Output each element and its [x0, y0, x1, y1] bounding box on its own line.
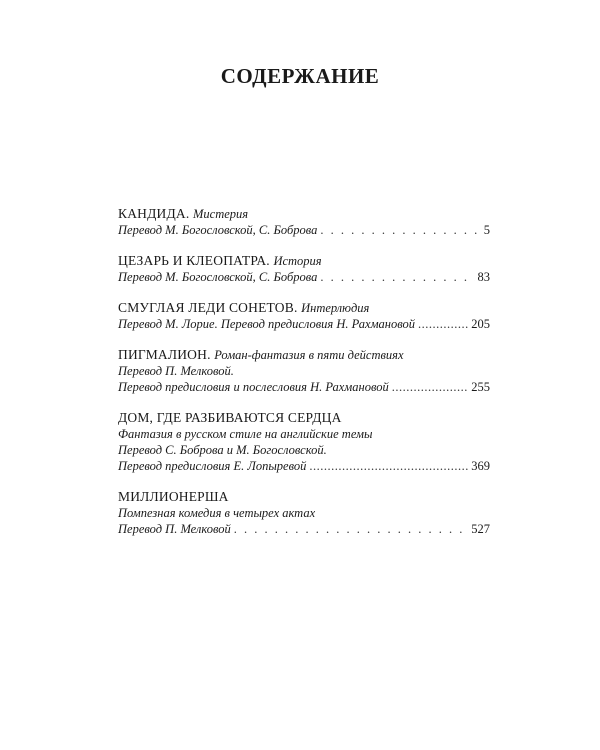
entry-translator-line: Перевод С. Боброва и М. Богословской. [118, 443, 327, 457]
toc-entry-dark-lady-of-the-sonnets[interactable] [118, 300, 490, 332]
entry-translator: Перевод М. Лорие. Перевод предисловия Н. Рахмановой [118, 317, 416, 331]
entry-translator-line: Перевод П. Мелковой. [118, 364, 234, 378]
entry-subtitle-line: Фантазия в русском стиле на английские темы [118, 427, 373, 441]
entry-translator: Перевод предисловия и послесловия Н. Рахмановой [118, 380, 389, 394]
toc-entry-pygmalion[interactable] [118, 347, 490, 395]
entry-translator: Перевод предисловия Е. Лопыревой [118, 459, 307, 473]
entry-translation-line [118, 521, 490, 537]
dot-leader [320, 269, 474, 285]
entry-title: ЦЕЗАРЬ И КЛЕОПАТРА. [118, 253, 270, 268]
dot-leader [309, 458, 468, 474]
entry-translator: Перевод М. Богословской, С. Боброва [118, 223, 318, 237]
entry-title-line [118, 300, 490, 316]
dot-leader [320, 222, 480, 238]
entry-subtitle: История [273, 254, 322, 268]
entry-page-number: 255 [471, 380, 490, 394]
entry-title-line [118, 489, 490, 505]
entry-subtitle: Роман-фантазия в пяти действиях [214, 348, 404, 362]
contents-heading: СОДЕРЖАНИЕ [220, 64, 380, 88]
entry-title: КАНДИДА. [118, 206, 190, 221]
entry-translation-line [118, 316, 490, 332]
entry-translator: Перевод М. Богословской, С. Боброва [118, 270, 318, 284]
toc-entry-heartbreak-house[interactable] [118, 410, 490, 474]
entry-translation-line [118, 379, 490, 395]
toc-entry-the-millionairess[interactable] [118, 489, 490, 537]
entry-translator: Перевод П. Мелковой [118, 522, 231, 536]
entry-page-number: 205 [471, 317, 490, 331]
entry-title: ДОМ, ГДЕ РАЗБИВАЮТСЯ СЕРДЦА [118, 410, 342, 425]
dot-leader [234, 521, 468, 537]
toc-entry-caesar-and-cleopatra[interactable] [118, 253, 490, 285]
entry-title-line [118, 347, 490, 363]
entry-title: МИЛЛИОНЕРША [118, 489, 229, 504]
table-of-contents [118, 206, 490, 552]
entry-title: СМУГЛАЯ ЛЕДИ СОНЕТОВ. [118, 300, 298, 315]
dot-leader [392, 379, 469, 395]
entry-translation-line [118, 222, 490, 238]
entry-title-line [118, 253, 490, 269]
entry-title-line [118, 410, 490, 426]
entry-subtitle: Мистерия [192, 207, 249, 221]
entry-translation-line [118, 458, 490, 474]
entry-subtitle: Интерлюдия [301, 301, 370, 315]
entry-page-number: 369 [471, 459, 490, 473]
entry-title: ПИГМАЛИОН. [118, 347, 211, 362]
toc-entry-candida[interactable] [118, 206, 490, 238]
entry-page-number: 527 [471, 522, 490, 536]
entry-page-number: 5 [483, 223, 490, 237]
entry-title-line [118, 206, 490, 222]
dot-leader [418, 316, 468, 332]
entry-page-number: 83 [477, 270, 490, 284]
entry-translation-line [118, 269, 490, 285]
entry-subtitle-line: Помпезная комедия в четырех актах [118, 506, 316, 520]
